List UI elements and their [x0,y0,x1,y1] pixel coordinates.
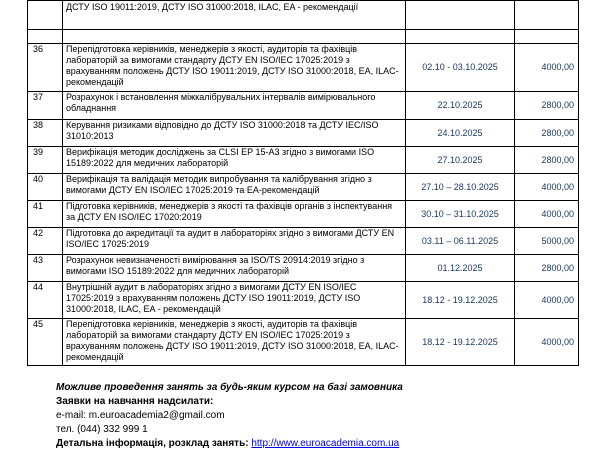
course-title: Розрахунок і встановлення міжкалібрувальних інтервалів вимірювального обладнання [63,92,406,120]
course-price: 2800,00 [515,255,579,282]
table-row [28,120,579,147]
course-schedule-table [27,0,579,366]
course-price [515,1,579,30]
spacer-row [28,30,579,44]
details-line [56,437,403,451]
course-title: Верифікація та валідація методик випробування та калібрування згідно з вимогами ДСТУ EN ISO/IEC 17025:2019 та EA-рекомендацій [63,174,406,201]
row-number: 43 [28,255,63,282]
course-price: 2800,00 [515,147,579,174]
details-label: Детальна інформація, розклад занять: [56,438,252,449]
row-number: 42 [28,228,63,255]
course-dates: 24.10.2025 [406,120,515,147]
course-dates: 27.10 – 28.10.2025 [406,174,515,201]
table-row [28,201,579,228]
table-row [28,228,579,255]
applications-heading: Заявки на навчання надсилати: [56,396,214,407]
course-price: 4000,00 [515,44,579,92]
course-title: Перепідготовка керівників, менеджерів з якості, аудиторів та фахівців лабораторій за вимогами стандарту ДСТУ EN ISO/IEC 17025:2019 з врахуванням положень ДСТУ ISO 19011:2019, ДСТУ ISO 31000:2018, EA, ILAC-рекомендацій [63,319,406,366]
course-title: Внутрішній аудит в лабораторіях згідно з вимогами ДСТУ EN ISO/IEC 17025:2019 з врахуванням положень ДСТУ ISO 19011:2019, ДСТУ ISO 31000:2018, ILAC, EA - рекомендацій [63,282,406,319]
row-number: 37 [28,92,63,120]
onsite-note: Можливе проведення занять за будь-яким курсом на базі замовника [56,382,403,393]
course-price: 5000,00 [515,228,579,255]
table-row [28,282,579,319]
row-number [28,1,63,30]
course-title: Перепідготовка керівників, менеджерів з якості, аудиторів та фахівців лабораторій за вимогами стандарту ДСТУ EN ISO/IEC 17025:2019 з врахуванням положень ДСТУ ISO 19011:2019, ДСТУ ISO 31000:2018, EA, ILAC-рекомендацій [63,44,406,92]
row-number: 38 [28,120,63,147]
course-dates [406,1,515,30]
row-number: 40 [28,174,63,201]
course-title: Керування ризиками відповідно до ДСТУ ISO 31000:2018 та ДСТУ IEC/ISO 31010:2013 [63,120,406,147]
table-row [28,319,579,366]
email-line[interactable]: e-mail: m.euroacademia2@gmail.com [56,410,225,421]
website-link[interactable]: http://www.euroacademia.com.ua [251,438,400,449]
course-title: Підготовка до акредитації та аудит в лабораторіях згідно з вимогами ДСТУ EN ISO/IEC 17025:2019 [63,228,406,255]
course-title: Підготовка керівників, менеджерів з якості та фахівців органів з інспектування за ДСТУ EN ISO/IEC 17020:2019 [63,201,406,228]
phone-line: тел. (044) 332 999 1 [56,424,148,435]
course-price: 4000,00 [515,174,579,201]
table-row [28,255,579,282]
table-row [28,1,579,30]
table-row [28,174,579,201]
course-dates: 30.10 – 31.10.2025 [406,201,515,228]
course-title: ДСТУ ISO 19011:2019, ДСТУ ISO 31000:2018, ILAC, EA - рекомендації [63,1,406,30]
course-price: 4000,00 [515,319,579,366]
contact-footer [56,381,403,451]
course-dates: 02.10 - 03.10.2025 [406,44,515,92]
course-dates: 01.12.2025 [406,255,515,282]
course-price: 2800,00 [515,92,579,120]
course-dates: 18.12 - 19.12.2025 [406,319,515,366]
course-price: 4000,00 [515,201,579,228]
row-number: 41 [28,201,63,228]
course-dates: 22.10.2025 [406,92,515,120]
course-price: 4000,00 [515,282,579,319]
row-number: 39 [28,147,63,174]
row-number: 36 [28,44,63,92]
course-title: Верифікація методик досліджень за CLSI EP 15-A3 згідно з вимогами ISO 15189:2022 для медичних лабораторій [63,147,406,174]
course-dates: 03.11 – 06.11.2025 [406,228,515,255]
course-dates: 18.12 - 19.12.2025 [406,282,515,319]
row-number: 44 [28,282,63,319]
row-number: 45 [28,319,63,366]
course-dates: 27.10.2025 [406,147,515,174]
course-price: 2800,00 [515,120,579,147]
table-row [28,44,579,92]
table-row [28,92,579,120]
table-row [28,147,579,174]
course-title: Розрахунок невизначеності вимірювання за ISO/TS 20914:2019 згідно з вимогами ISO 15189:2022 для медичних лабораторій [63,255,406,282]
